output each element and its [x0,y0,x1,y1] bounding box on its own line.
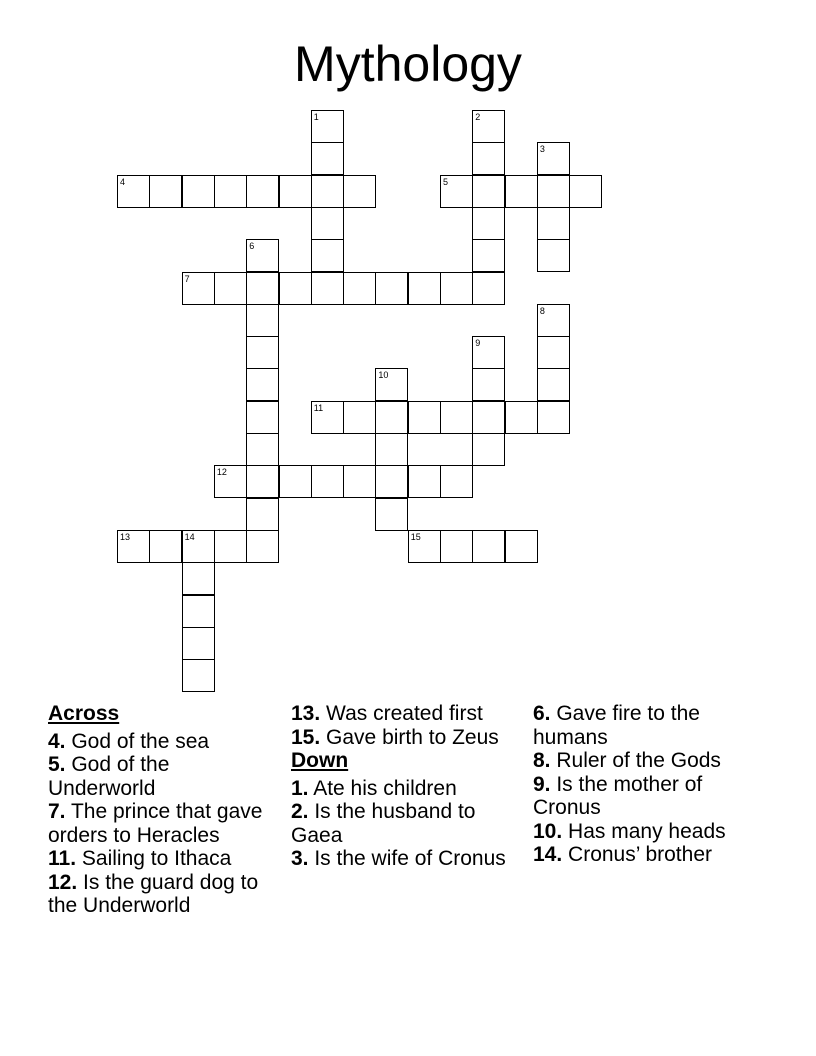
grid-cell[interactable] [472,433,505,466]
grid-cell[interactable] [375,465,408,498]
grid-cell[interactable] [537,175,570,208]
clue-number: 5 [443,176,449,187]
grid-cell[interactable] [472,368,505,401]
grid-cell[interactable] [440,175,473,208]
grid-cell[interactable] [537,304,570,337]
grid-cell[interactable] [246,433,279,466]
clue-down-14: 14. Cronus’ brother [533,843,712,866]
grid-cell[interactable] [311,175,344,208]
page-title: Mythology [294,36,522,92]
grid-cell[interactable] [311,272,344,305]
grid-cell[interactable] [246,336,279,369]
grid-cell[interactable] [117,530,150,563]
clue-number: 12 [216,467,227,478]
grid-cell[interactable] [214,465,247,498]
clue-number: 10 [378,370,389,381]
grid-cell[interactable] [311,401,344,434]
clue-number: 9 [475,338,481,349]
grid-cell[interactable] [472,401,505,434]
clue-across-15: 15. Gave birth to Zeus [291,725,499,749]
grid-cell[interactable] [149,530,182,563]
clue-down-3: 3. Is the wife of Cronus [291,847,506,870]
clue-number: 2 [475,112,481,122]
grid-cell[interactable] [343,401,376,434]
grid-cell[interactable] [311,110,344,143]
grid-cell[interactable] [311,465,344,498]
grid-cell[interactable] [408,465,441,498]
clue-across-13: 13. Was created first [291,702,483,725]
clue-number: 15 [410,531,421,542]
grid-cell[interactable] [375,433,408,466]
clues-column-2 [291,702,521,871]
grid-cell[interactable] [472,272,505,305]
grid-cell[interactable] [505,175,538,208]
grid-cell[interactable] [279,272,312,305]
grid-cell[interactable] [440,530,473,563]
grid-cell[interactable] [214,272,247,305]
grid-cell[interactable] [505,530,538,563]
grid-cell[interactable] [214,175,247,208]
clue-down-2: 2. Is the husband to Gaea [291,800,476,847]
grid-cell[interactable] [408,530,441,563]
grid-cell[interactable] [279,175,312,208]
grid-cell[interactable] [472,142,505,175]
grid-cell[interactable] [343,465,376,498]
grid-cell[interactable] [472,175,505,208]
clue-number: 4 [120,176,126,187]
clue-across-12: 12. Is the guard dog to the Underworld [48,870,259,917]
clues-column-1 [48,702,278,918]
grid-cell[interactable] [182,595,215,628]
grid-cell[interactable] [537,239,570,272]
grid-cell[interactable] [408,272,441,305]
clue-number: 8 [539,305,545,316]
grid-cell[interactable] [246,465,279,498]
grid-cell[interactable] [311,207,344,240]
grid-cell[interactable] [343,175,376,208]
grid-cell[interactable] [214,530,247,563]
grid-cell[interactable] [246,401,279,434]
clue-number: 13 [120,531,131,542]
grid-cell[interactable] [246,175,279,208]
grid-cell[interactable] [375,401,408,434]
clue-number: 11 [313,402,324,413]
grid-cell[interactable] [182,272,215,305]
grid-cell[interactable] [375,272,408,305]
grid-cell[interactable] [375,498,408,531]
across-heading: Across [48,702,120,725]
grid-cell[interactable] [440,272,473,305]
clue-number: 14 [184,531,195,542]
grid-cell[interactable] [505,401,538,434]
grid-cell[interactable] [279,465,312,498]
grid-cell[interactable] [472,336,505,369]
grid-cell[interactable] [472,239,505,272]
grid-cell[interactable] [182,627,215,660]
grid-cell[interactable] [408,401,441,434]
grid-cell[interactable] [537,336,570,369]
clue-number: 6 [249,241,255,252]
grid-cell[interactable] [537,142,570,175]
grid-cell[interactable] [182,530,215,563]
grid-cell[interactable] [472,530,505,563]
clue-number: 1 [313,112,319,122]
grid-cell[interactable] [311,142,344,175]
grid-cell[interactable] [440,465,473,498]
clue-down-10: 10. Has many heads [533,819,726,843]
grid-cell[interactable] [182,562,215,595]
grid-cell[interactable] [246,272,279,305]
clue-across-11: 11. Sailing to Ithaca [48,847,232,870]
grid-cell[interactable] [440,401,473,434]
grid-cell[interactable] [117,175,150,208]
clues-column-3 [533,702,763,867]
grid-cell[interactable] [182,659,215,692]
grid-cell[interactable] [472,207,505,240]
grid-cell[interactable] [246,368,279,401]
clue-down-6: 6. Gave fire to the humans [533,702,700,749]
clue-across-5: 5. God of the Underworld [48,753,170,800]
clue-across-4: 4. God of the sea [48,729,210,753]
clue-number: 3 [539,144,545,155]
grid-cell[interactable] [182,175,215,208]
clue-across-7: 7. The prince that gave orders to Heracles [48,800,263,847]
grid-cell[interactable] [246,239,279,272]
grid-cell[interactable] [472,110,505,143]
grid-cell[interactable] [149,175,182,208]
grid-cell[interactable] [246,530,279,563]
grid-cell[interactable] [246,304,279,337]
grid-cell[interactable] [537,368,570,401]
clue-down-1: 1. Ate his children [291,776,457,800]
grid-cell[interactable] [246,498,279,531]
grid-cell[interactable] [311,239,344,272]
clue-down-9: 9. Is the mother of Cronus [533,772,703,819]
down-heading: Down [291,749,349,772]
grid-cell[interactable] [537,207,570,240]
grid-cell[interactable] [375,368,408,401]
clue-down-8: 8. Ruler of the Gods [533,749,721,772]
clue-number: 7 [184,273,190,284]
grid-cell[interactable] [537,401,570,434]
grid-cell[interactable] [569,175,602,208]
grid-cell[interactable] [343,272,376,305]
